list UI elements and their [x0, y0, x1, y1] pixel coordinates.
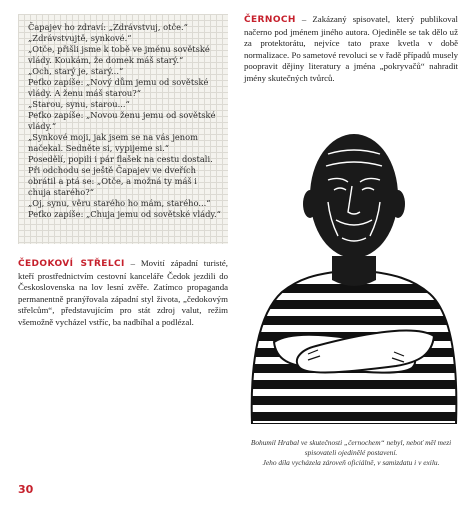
dialogue-line: „Oj, synu, věru starého ho mám, starého...“	[28, 198, 211, 208]
dialogue-line: „Zdrávstvujtě, synkové.“	[28, 33, 132, 43]
ear-left	[303, 190, 317, 218]
entry-headword: ČERNOCH	[244, 15, 296, 25]
dialogue-line: Peťko zapíše: „Novou ženu jemu od sovětské vlády.“	[28, 110, 216, 131]
dialogue-line: „Synkové moji, jak jsem se na vás jenom načekal. Sedněte si, vypijeme si.“	[28, 132, 199, 153]
dialogue-line: Peťko zapíše: „Nový dům jemu od sovětské vlády. A ženu máš starou?“	[28, 77, 209, 98]
dialogue-line: Posedělí, popili i pár flašek na cestu dostali. Při odchodu se ještě Čapajev ve dveřích obrátil a ptá se: „Otče, a možná ty máš i chuja starého?“	[28, 154, 213, 197]
entry-cedokovi-strelci	[18, 258, 228, 329]
caption-line: Bohumil Hrabal ve skutečnosti „černochem“ nebyl, neboť měl mezi	[250, 438, 452, 447]
page-number: 30	[18, 483, 34, 496]
dialogue-line: Peťko zapíše: „Chuja jemu od sovětské vlády.“	[28, 209, 221, 219]
neck	[332, 256, 376, 286]
entry-cernoch	[244, 14, 458, 85]
head	[310, 134, 398, 258]
dialogue-line: Čapajev ho zdraví: „Zdrávstvuj, otče.“	[28, 22, 188, 32]
dialogue-line: „Och, starý je, starý...“	[28, 66, 124, 76]
ear-right	[391, 190, 405, 218]
figure-caption	[244, 438, 458, 468]
dialogue-box	[18, 14, 228, 244]
caption-line: spisovateli ojedinělé postavení.	[304, 448, 398, 457]
entry-text: – Zakázaný spisovatel, který publikoval načerno pod jménem jiného autora. Ojediněle se tak dělo už za protektorátu, nejvíce tato praxe kvetla v době normalizace. Po sametové revoluci se v řadě případů musely poopravit dějiny literatury a jména „pokryvačů“ nahradit jmény skutečných tvůrců.	[244, 14, 458, 83]
portrait-illustration	[244, 124, 464, 424]
entry-headword: ČEDOKOVÍ STŘELCI	[18, 259, 125, 269]
caption-line: Jeho díla vycházela zároveň oficiálně, v samizdatu i v exilu.	[262, 458, 440, 467]
entry-text: – Movití západní turisté, kteří prostřednictvím cestovní kanceláře Čedok jezdili do Československa na lov lesní zvěře. Zatímco propaganda permanentně pranýřovala západní styl života, „čedokovým střelcům“, představujícím pro stát zdroj valut, režim všemožně vycházel vstříc, ba nadbíhal a podlézal.	[18, 258, 228, 327]
dialogue-line: „Starou, synu, starou...“	[28, 99, 130, 109]
dialogue-line: „Otče, přišli jsme k tobě ve jménu sovětské vlády. Koukám, že domek máš starý.“	[28, 44, 210, 65]
